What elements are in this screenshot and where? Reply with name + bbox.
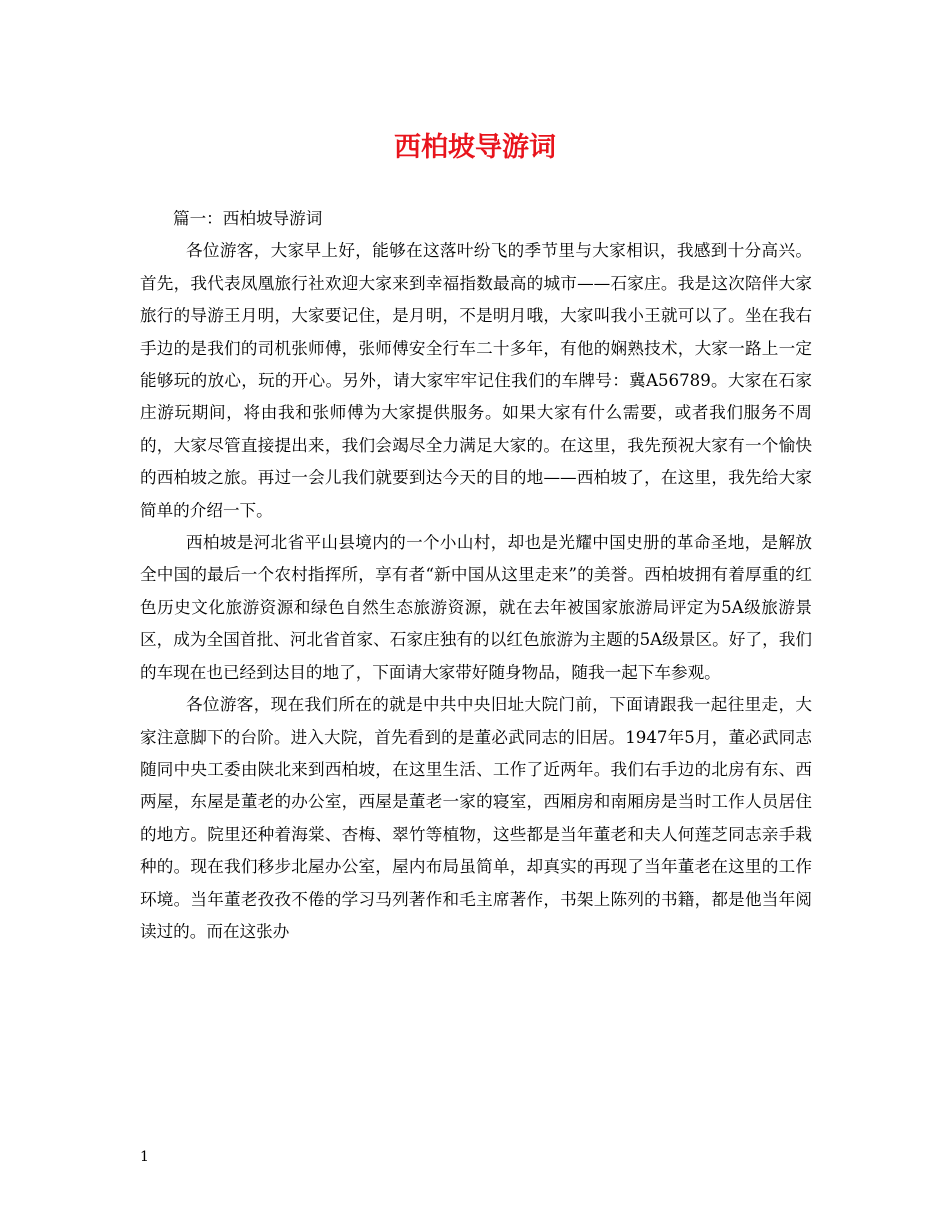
paragraph-greeting: 各位游客，大家早上好，能够在这落叶纷飞的季节里与大家相识，我感到十分高兴。首先，我代表凤凰旅行社欢迎大家来到幸福指数最高的城市——石家庄。我是这次陪伴大家旅行的导游王月明，大家要记住，是月明，不是明月哦，大家叫我小王就可以了。坐在我右手边的是我们的司机张师傅，张师傅安全行车二十多年，有他的娴熟技术，大家一路上一定能够玩的放心，玩的开心。另外，请大家牢牢记住我们的车牌号：冀A56789。大家在石家庄游玩期间，将由我和张师傅为大家提供服务。如果大家有什么需要，或者我们服务不周的，大家尽管直接提出来，我们会竭尽全力满足大家的。在这里，我先预祝大家有一个愉快的西柏坡之旅。再过一会儿我们就要到达今天的目的地——西柏坡了，在这里，我先给大家简单的介绍一下。 [140,241,812,520]
section-heading: 篇一：西柏坡导游词 [173,209,323,228]
page-number: 1 [140,1149,149,1165]
document-body [140,203,812,948]
document-title: 西柏坡导游词 [394,132,556,163]
paragraph-dong-biwu-residence: 各位游客，现在我们所在的就是中共中央旧址大院门前，下面请跟我一起往里走，大家注意脚下的台阶。进入大院，首先看到的是董必武同志的旧居。1947年5月，董必武同志随同中央工委由陕北来到西柏坡，在这里生活、工作了近两年。我们右手边的北房有东、西两屋，东屋是董老的办公室，西屋是董老一家的寝室，西厢房和南厢房是当时工作人员居住的地方。院里还种着海棠、杏梅、翠竹等植物，这些都是当年董老和夫人何莲芝同志亲手栽种的。现在我们移步北屋办公室，屋内布局虽简单，却真实的再现了当年董老在这里的工作环境。当年董老孜孜不倦的学习马列著作和毛主席著作，书架上陈列的书籍，都是他当年阅读过的。而在这张办 [140,695,812,941]
paragraph-xibaipo-intro: 西柏坡是河北省平山县境内的一个小山村，却也是光耀中国史册的革命圣地，是解放全中国的最后一个农村指挥所，享有者“新中国从这里走来”的美誉。西柏坡拥有着厚重的红色历史文化旅游资源和绿色自然生态旅游资源，就在去年被国家旅游局评定为5A级旅游景区，成为全国首批、河北省首家、石家庄独有的以红色旅游为主题的5A级景区。好了，我们的车现在也已经到达目的地了，下面请大家带好随身物品，随我一起下车参观。 [140,533,812,682]
